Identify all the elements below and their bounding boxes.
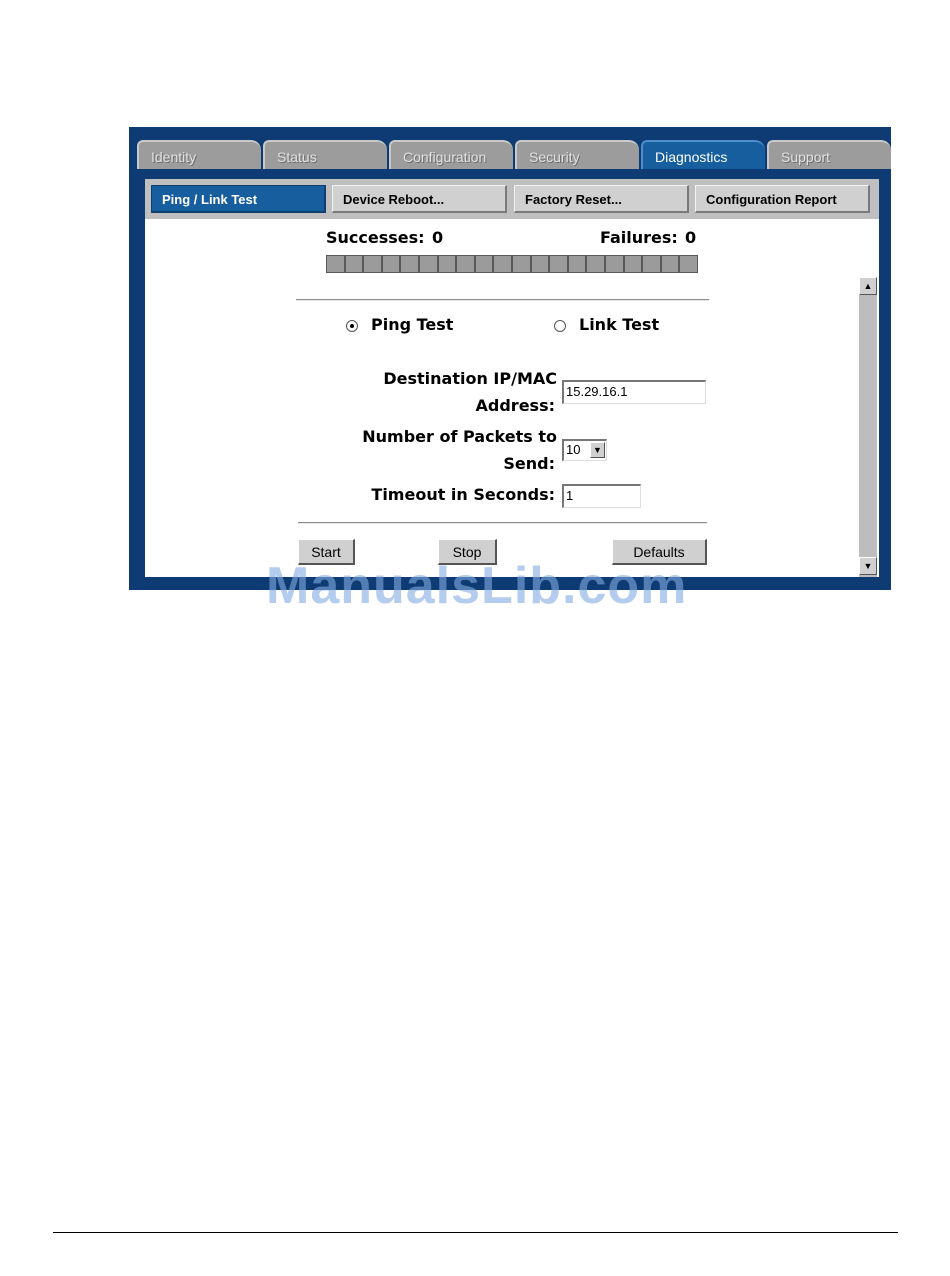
progress-segment [532, 256, 549, 272]
progress-segment [662, 256, 679, 272]
progress-segment [513, 256, 530, 272]
link-test-radio[interactable] [554, 320, 566, 332]
subtab-device-reboot[interactable]: Device Reboot... [332, 185, 507, 213]
timeout-label: Timeout in Seconds: [371, 485, 555, 504]
progress-segment [550, 256, 567, 272]
tab-status[interactable]: Status [263, 140, 387, 169]
subtab-bar [145, 179, 879, 219]
ping-progress-bar [326, 255, 698, 273]
diagnostics-panel [145, 179, 879, 577]
diagnostics-window [129, 127, 891, 590]
tab-security[interactable]: Security [515, 140, 639, 169]
successes-label: Successes: [326, 228, 425, 247]
destination-label-line2: Address: [475, 396, 555, 415]
progress-segment [494, 256, 511, 272]
progress-segment [364, 256, 381, 272]
start-button[interactable]: Start [298, 539, 355, 565]
packets-label-line2: Send: [503, 454, 555, 473]
progress-segment [439, 256, 456, 272]
successes-value: 0 [432, 228, 444, 247]
ping-test-radio[interactable] [346, 320, 358, 332]
tab-identity[interactable]: Identity [137, 140, 261, 169]
progress-segment [401, 256, 418, 272]
progress-segment [680, 256, 697, 272]
progress-segment [457, 256, 474, 272]
progress-segment [643, 256, 660, 272]
tab-configuration[interactable]: Configuration [389, 140, 513, 169]
packets-select[interactable] [562, 439, 607, 461]
stop-button[interactable]: Stop [438, 539, 497, 565]
progress-segment [327, 256, 344, 272]
subtab-factory-reset[interactable]: Factory Reset... [514, 185, 689, 213]
page-footer-rule [53, 1232, 898, 1233]
watermark: ManualsLib.com [266, 557, 688, 615]
destination-address-input[interactable]: 15.29.16.1 [562, 380, 706, 404]
chevron-down-icon[interactable]: ▼ [590, 442, 605, 458]
scroll-down-icon[interactable]: ▼ [859, 557, 877, 575]
packets-select-value: 10 [566, 442, 581, 457]
tab-diagnostics[interactable]: Diagnostics [641, 140, 765, 169]
destination-label-line1: Destination IP/MAC [383, 369, 557, 388]
tab-support[interactable]: Support [767, 140, 891, 169]
subtab-ping-link-test[interactable]: Ping / Link Test [151, 185, 326, 213]
progress-segment [476, 256, 493, 272]
main-tab-bar [137, 140, 887, 170]
failures-value: 0 [685, 228, 697, 247]
progress-segment [420, 256, 437, 272]
defaults-button[interactable]: Defaults [612, 539, 707, 565]
progress-segment [625, 256, 642, 272]
progress-segment [587, 256, 604, 272]
progress-segment [606, 256, 623, 272]
subtab-configuration-report[interactable]: Configuration Report [695, 185, 870, 213]
link-test-label: Link Test [579, 315, 660, 334]
vertical-scrollbar[interactable] [859, 277, 877, 577]
progress-segment [383, 256, 400, 272]
timeout-input[interactable]: 1 [562, 484, 641, 508]
scroll-up-icon[interactable]: ▲ [859, 277, 877, 295]
divider-bottom [298, 522, 707, 524]
divider-top [296, 299, 709, 301]
failures-label: Failures: [600, 228, 678, 247]
progress-segment [569, 256, 586, 272]
ping-test-label: Ping Test [371, 315, 454, 334]
packets-label-line1: Number of Packets to [362, 427, 557, 446]
progress-segment [346, 256, 363, 272]
